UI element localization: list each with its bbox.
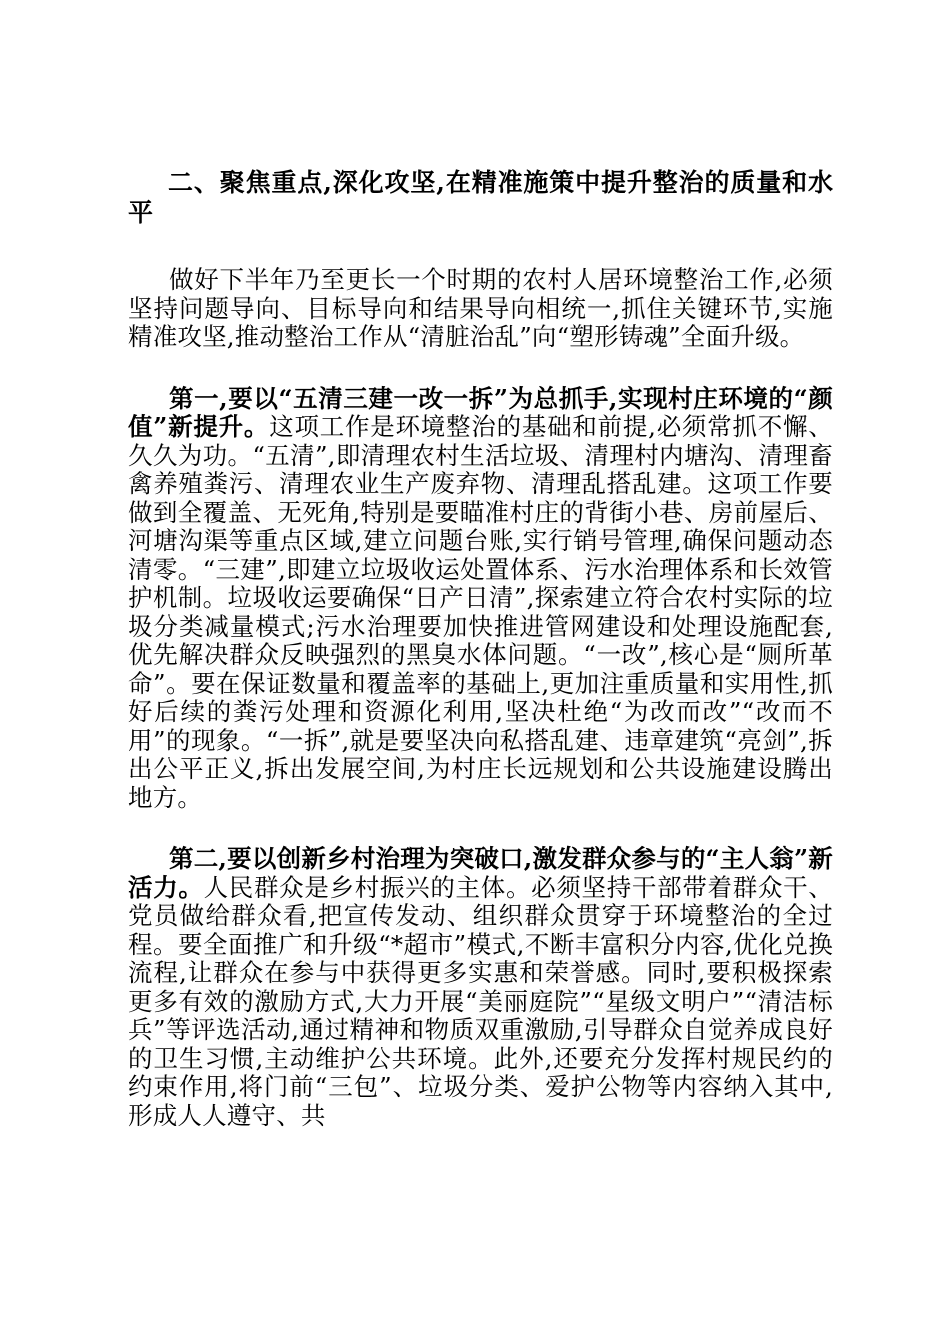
paragraph-lead: 第一,要以“五清三建一改一拆”为总抓手,实现村庄环境的“颜值”新提升。 xyxy=(128,383,833,441)
paragraph-body: 这项工作是环境整治的基础和前提,必须常抓不懈、久久为功。“五清”,即清理农村生活垃圾、清理村内塘沟、清理畜禽养殖粪污、清理农业生产废弃物、清理乱搭乱建。这项工作要做到全覆盖、无死角,特别是要瞄准村庄的背街小巷、房前屋后、河塘沟渠等重点区域,建立问题台账,实行销号管理,确保问题动态清零。“三建”,即建立垃圾收运处置体系、污水治理体系和长效管护机制。垃圾收运要确保“日产日清”,探索建立符合农村实际的垃圾分类减量模式;污水治理要加快推进管网建设和处理设施配套,优先解决群众反映强烈的黑臭水体问题。“一改”,核心是“厕所革命”。要在保证数量和覆盖率的基础上,更加注重质量和实用性,抓好后续的粪污处理和资源化利用,坚决杜绝“为改而改”“改而不用”的现象。“一拆”,就是要坚决向私搭乱建、违章建筑“亮剑”,拆出公平正义,拆出发展空间,为村庄长远规划和公共设施建设腾出地方。 xyxy=(128,412,833,812)
document-page xyxy=(128,168,833,1163)
paragraph-lead: 第二,要以创新乡村治理为突破口,激发群众参与的“主人翁”新活力。 xyxy=(128,844,833,902)
paragraph-body: 做好下半年乃至更长一个时期的农村人居环境整治工作,必须坚持问题导向、目标导向和结果导向相统一,抓住关键环节,实施精准攻坚,推动整治工作从“清脏治乱”向“塑形铸魂”全面升级。 xyxy=(128,265,833,351)
paragraph-first xyxy=(128,385,833,813)
paragraph-intro xyxy=(128,266,833,352)
paragraph-second xyxy=(128,845,833,1130)
section-heading: 二、聚焦重点,深化攻坚,在精准施策中提升整治的质量和水平 xyxy=(128,168,833,227)
paragraph-body: 人民群众是乡村振兴的主体。必须坚持干部带着群众干、党员做给群众看,把宣传发动、组织群众贯穿于环境整治的全过程。要全面推广和升级“*超市”模式,不断丰富积分内容,优化兑换流程,让群众在参与中获得更多实惠和荣誉感。同时,要积极探索更多有效的激励方式,大力开展“美丽庭院”“星级文明户”“清洁标兵”等评选活动,通过精神和物质双重激励,引导群众自觉养成良好的卫生习惯,主动维护公共环境。此外,还要充分发挥村规民约的约束作用,将门前“三包”、垃圾分类、爱护公物等内容纳入其中,形成人人遵守、共 xyxy=(128,872,833,1130)
